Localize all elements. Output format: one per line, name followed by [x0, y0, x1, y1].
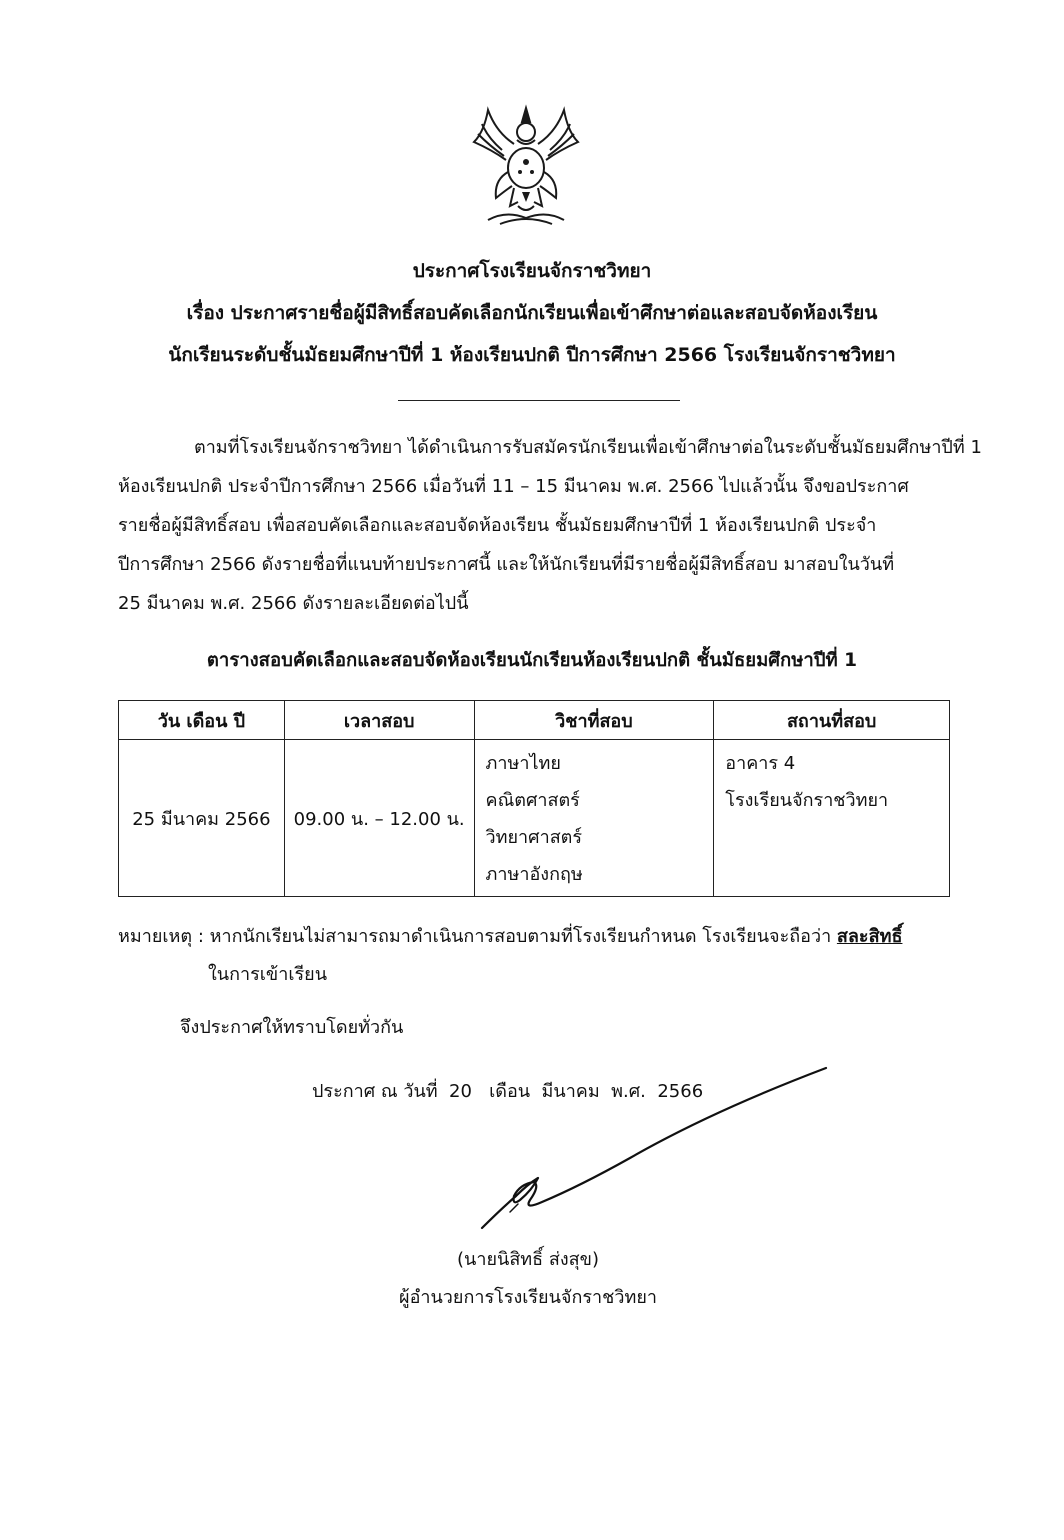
announcement-subject-line2: นักเรียนระดับชั้นมัธยมศึกษาปีที่ 1 ห้องเรียนปกติ ปีการศึกษา 2566 โรงเรียนจักราชวิทยา [168, 344, 896, 366]
signatory-position: ผู้อำนวยการโรงเรียนจักราชวิทยา [399, 1287, 657, 1308]
exam-date-cell: 25 มีนาคม 2566 [119, 740, 285, 897]
subject-item: คณิตศาสตร์ [485, 790, 580, 811]
body-line: ปีการศึกษา 2566 ดังรายชื่อที่แนบท้ายประกาศนี้ และให้นักเรียนที่มีรายชื่อผู้มีสิทธิ์สอบ มาสอบในวันที่ [118, 554, 895, 575]
remark-line [118, 918, 902, 956]
exam-time-cell: 09.00 น. – 12.00 น. [284, 740, 474, 897]
table-row [119, 740, 950, 897]
venue-school: โรงเรียนจักราชวิทยา [725, 790, 889, 811]
column-header-date: วัน เดือน ปี [119, 701, 285, 740]
handwritten-signature [470, 1060, 850, 1240]
venue-building: อาคาร 4 [725, 753, 796, 774]
body-line: ตามที่โรงเรียนจักราชวิทยา ได้ดำเนินการรับสมัครนักเรียนเพื่อเข้าศึกษาต่อในระดับชั้นมัธยมศึกษาปีที่ 1 [194, 437, 982, 458]
remark-text: หมายเหตุ : หากนักเรียนไม่สามารถมาดำเนินการสอบตามที่โรงเรียนกำหนด โรงเรียนจะถือว่า [118, 926, 837, 947]
garuda-emblem-icon [466, 102, 586, 230]
title-divider [398, 400, 680, 401]
announcement-date: ประกาศ ณ วันที่ 20 เดือน มีนาคม พ.ศ. 2566 [312, 1081, 704, 1102]
table-header-row [119, 701, 950, 740]
body-line: ห้องเรียนปกติ ประจำปีการศึกษา 2566 เมื่อวันที่ 11 – 15 มีนาคม พ.ศ. 2566 ไปแล้วนั้น จึงขอประกาศ [118, 476, 909, 497]
body-line: รายชื่อผู้มีสิทธิ์สอบ เพื่อสอบคัดเลือกและสอบจัดห้องเรียน ชั้นมัธยมศึกษาปีที่ 1 ห้องเรียนปกติ ประจำ [118, 515, 877, 536]
subject-item: ภาษาไทย [485, 753, 561, 774]
signatory-name: (นายนิสิทธิ์ ส่งสุข) [457, 1249, 599, 1270]
body-paragraph [118, 428, 982, 623]
remark-emphasis: สละสิทธิ์ [836, 926, 903, 947]
column-header-time: เวลาสอบ [284, 701, 474, 740]
closing-statement: จึงประกาศให้ทราบโดยทั่วกัน [180, 1017, 404, 1038]
exam-subjects-cell [474, 740, 714, 897]
announcement-subject: เรื่อง ประกาศรายชื่อผู้มีสิทธิ์สอบคัดเลือกนักเรียนเพื่อเข้าศึกษาต่อและสอบจัดห้องเรียน [186, 302, 878, 324]
column-header-subject: วิชาที่สอบ [474, 701, 714, 740]
schedule-table-title: ตารางสอบคัดเลือกและสอบจัดห้องเรียนนักเรียนห้องเรียนปกติ ชั้นมัธยมศึกษาปีที่ 1 [206, 650, 858, 671]
announcement-title: ประกาศโรงเรียนจักราชวิทยา [412, 260, 652, 282]
exam-venue-cell [714, 740, 950, 897]
remark-note [118, 918, 902, 994]
body-line: 25 มีนาคม พ.ศ. 2566 ดังรายละเอียดต่อไปนี้ [118, 593, 469, 614]
column-header-venue: สถานที่สอบ [714, 701, 950, 740]
subject-item: ภาษาอังกฤษ [485, 864, 583, 885]
subject-item: วิทยาศาสตร์ [485, 827, 583, 848]
exam-schedule-table [118, 700, 950, 897]
remark-line2: ในการเข้าเรียน [208, 964, 328, 985]
